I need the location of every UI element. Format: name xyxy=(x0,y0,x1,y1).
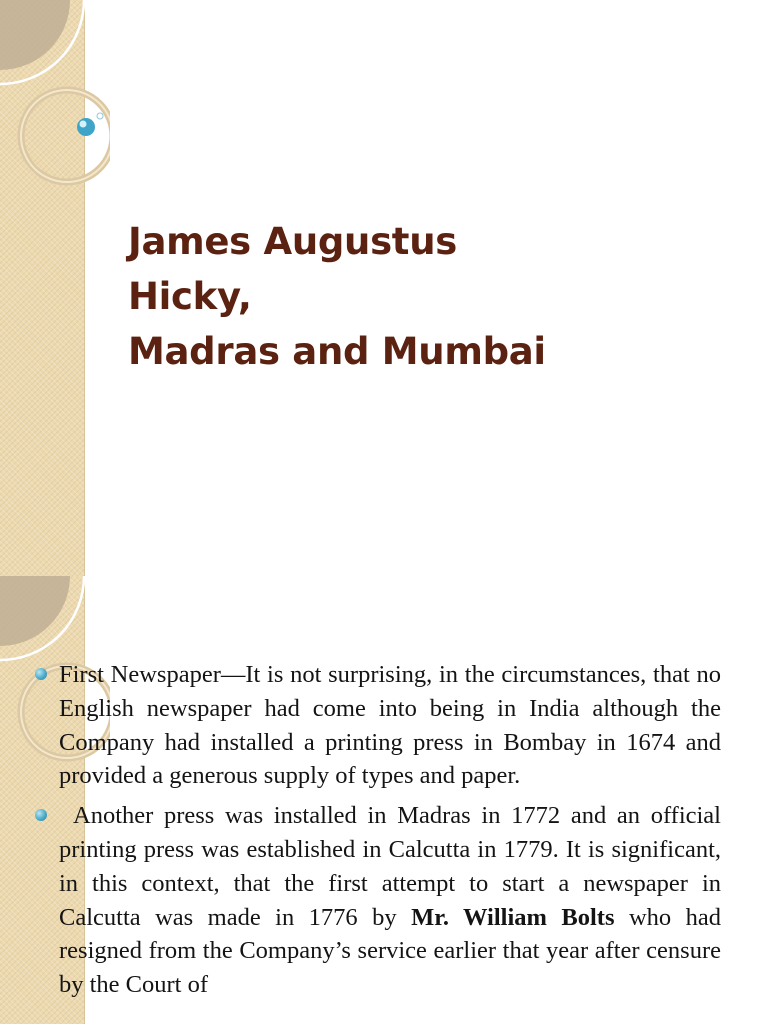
bullet-text: Another press was installed in Madras in 1772 and an official printing press was established in Calcutta in 1779. It is significant, in this context, that the first attempt to start a newspaper in Calcutta was made in 1776 by xyxy=(59,802,721,931)
title-line-1: James Augustus xyxy=(128,220,457,263)
slide-title xyxy=(128,214,728,379)
blue-orb-icon xyxy=(77,118,95,136)
decorative-rings-graphic xyxy=(0,0,110,200)
bullet-item-another-press xyxy=(59,799,721,1002)
bold-name-william-bolts: Mr. William Bolts xyxy=(411,903,615,931)
bullet-text-continued: who had resigned from the Company’s service earlier that year after censure by the Court of xyxy=(59,903,721,999)
bullet-list xyxy=(59,658,721,1008)
title-line-3: Madras and Mumbai xyxy=(128,330,546,373)
title-line-2: Hicky, xyxy=(128,275,252,318)
bullet-dot-icon xyxy=(35,668,47,680)
blue-orb-highlight xyxy=(80,121,87,128)
bullet-item-first-newspaper xyxy=(59,658,721,793)
small-orb-icon xyxy=(97,113,103,119)
bullet-text: First Newspaper—It is not surprising, in the circumstances, that no English newspaper had come into being in India although the Company had installed a printing press in Bombay in 1674 and provided a generous supply of types and paper. xyxy=(59,661,721,790)
